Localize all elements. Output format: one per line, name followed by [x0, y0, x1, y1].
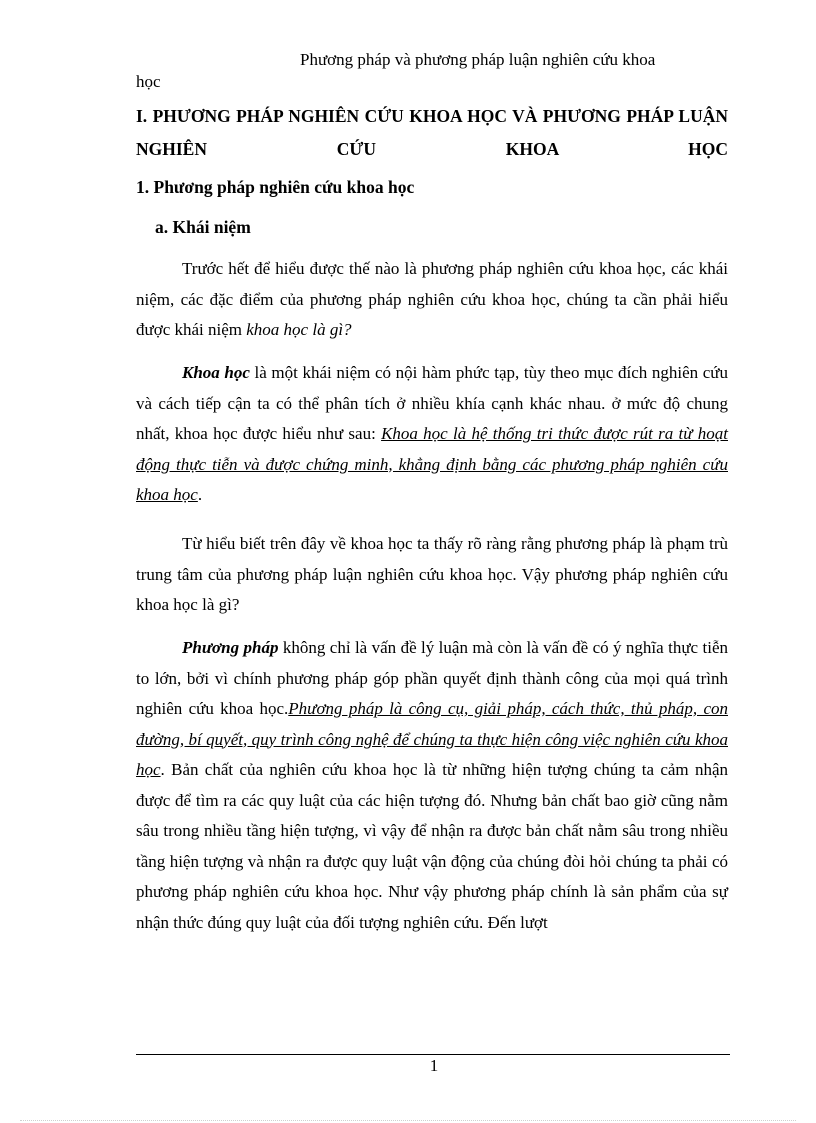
paragraph-text-end: .	[197, 485, 203, 504]
paragraph-text-rest: . Bản chất của nghiên cứu khoa học là từ những hiện tượng chúng ta cảm nhận được để tìm ra các quy luật của các hiện tượng đó. Nhưng bản chất bao giờ cũng nằm sâu trong nhiều tầng hiện tượng, vì vậy để nhận ra được bản chất nằm sâu trong nhiều tầng hiện tượng và nhận ra được quy luật vận động của chúng đòi hỏi chúng ta phải có phương pháp nghiên cứu khoa học. Như vậy phương pháp chính là sản phẩm của sự nhận thức đúng quy luật của đối tượng nghiên cứu. Đến lượt	[136, 760, 728, 932]
paragraph-intro	[136, 254, 728, 346]
running-header-continuation: học	[136, 72, 161, 91]
subsection-heading: 1. Phương pháp nghiên cứu khoa học	[136, 177, 415, 197]
definition-khoa-hoc: Khoa học là hệ thống tri thức được rút ra từ hoạt động thực tiễn và được chứng minh, khẳng định bằng các phương pháp nghiên cứu khoa học	[136, 424, 728, 504]
page-number: 1	[429, 1056, 439, 1075]
paragraph-text: không chỉ là vấn đề lý luận mà còn là vấn đề có ý nghĩa thực tiễn to lớn, bởi vì chính phương pháp góp phần quyết định thành công của mọi quá trình nghiên cứu khoa học.	[136, 638, 728, 718]
paragraph-science-definition	[136, 358, 728, 511]
paragraph-method-question	[136, 529, 728, 621]
italic-question: khoa học là gì?	[246, 320, 352, 339]
paragraph-method-definition	[136, 633, 728, 938]
subsubsection-heading: a. Khái niệm	[155, 217, 251, 237]
term-phuong-phap: Phương pháp	[182, 638, 279, 657]
section-heading-text: I. PHƯƠNG PHÁP NGHIÊN CỨU KHOA HỌC VÀ PHƯƠNG PHÁP LUẬN NGHIÊN CỨU KHOA HỌC	[136, 106, 728, 159]
footer-divider	[136, 1054, 730, 1055]
paragraph-text: Trước hết để hiểu được thế nào là phương pháp nghiên cứu khoa học, các khái niệm, các đặc điểm của phương pháp nghiên cứu khoa học, chúng ta cần phải hiểu được khái niệm	[136, 259, 728, 339]
running-header: Phương pháp và phương pháp luận nghiên cứu khoa	[300, 50, 656, 69]
paragraph-text: Từ hiểu biết trên đây về khoa học ta thấy rõ ràng rằng phương pháp là phạm trù trung tâm của phương pháp luận nghiên cứu khoa học. Vậy phương pháp nghiên cứu khoa học là gì?	[136, 534, 728, 614]
paragraph-text: là một khái niệm có nội hàm phức tạp, tùy theo mục đích nghiên cứu và cách tiếp cận ta có thể phân tích ở nhiều khía cạnh khác nhau. ở mức độ chung nhất, khoa học được hiểu như sau:	[136, 363, 728, 443]
page-edge-divider	[20, 1120, 796, 1121]
term-khoa-hoc: Khoa học	[182, 363, 250, 382]
definition-phuong-phap: Phương pháp là công cụ, giải pháp, cách thức, thủ pháp, con đường, bí quyết, quy trình công nghệ để chúng ta thực hiện công việc nghiên cứu khoa học	[136, 699, 728, 779]
section-heading	[136, 100, 728, 166]
